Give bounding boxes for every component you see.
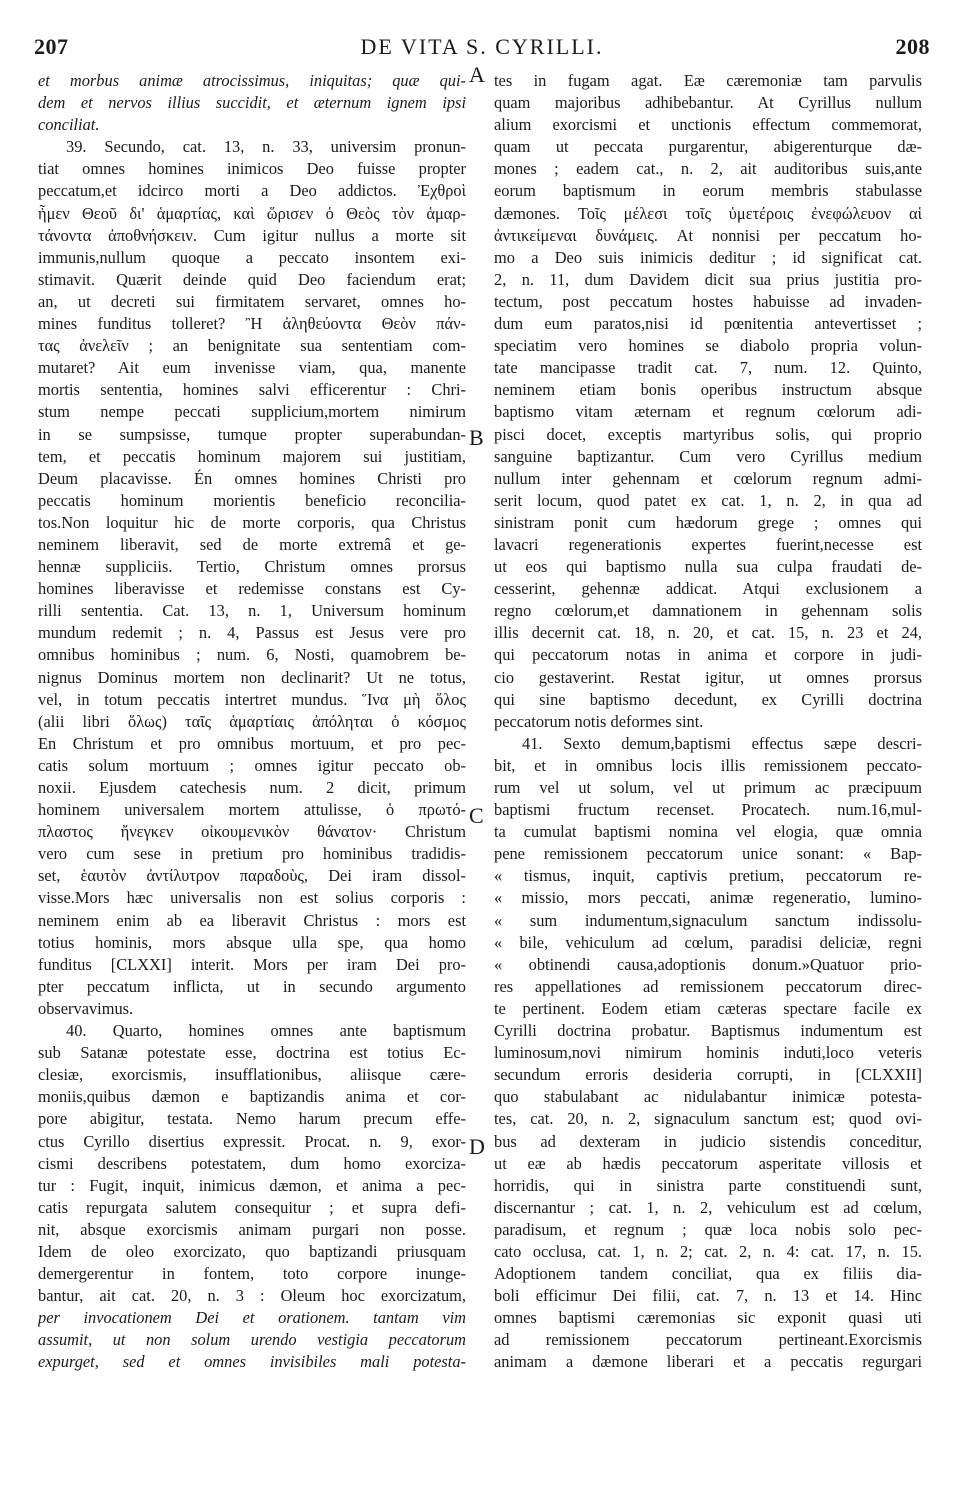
text-line: set, ἑαυτὸν ἀντίλυτρον παραδοὺς, Dei iram dissol- — [38, 866, 466, 886]
text-line: expurget, sed et omnes invisibiles mali potesta- — [38, 1352, 466, 1372]
text-line: mones ; eadem cat., n. 2, ait auditoribus suis,ante — [494, 159, 922, 179]
text-line: tate mancipasse tradit cat. 7, num. 12. Quinto, — [494, 358, 922, 378]
text-line: quo stabulabant ac nidulabantur inimicæ potesta- — [494, 1087, 922, 1107]
text-line: qui peccatorum notas in anima et corpore in judi- — [494, 645, 922, 665]
text-line: mines funditus tolleret? Ἢ ἀληθεύοντα Θεὸν πάν- — [38, 314, 466, 334]
text-line: dum eum paratos,nisi id pœnitentia antevertisset ; — [494, 314, 922, 334]
text-line: hominem universalem mortem attulisse, ὁ πρωτό- — [38, 800, 466, 820]
text-line: discernantur ; cat. 1, n. 2, vehiculum est ad cœlum, — [494, 1197, 922, 1217]
text-line: mundum redemit ; n. 4, Passus est Jesus vere pro — [38, 623, 466, 643]
text-line: pore abigitur, testata. Nemo harum precum effe- — [38, 1109, 466, 1129]
text-line: 40. Quarto, homines omnes ante baptismum — [66, 1021, 466, 1041]
text-line: En Christum et pro omnibus mortuum, et pro pec- — [38, 733, 466, 753]
text-line: « missio, mors peccati, animæ regeneratio, lumino- — [494, 888, 922, 908]
text-line: demergerentur in fontem, toto corpore inunge- — [38, 1264, 466, 1284]
text-line: ἦμεν Θεοῦ δι' ἁμαρτίας, καὶ ὥρισεν ὁ Θεὸς τὸν ἁμαρ- — [38, 203, 466, 223]
text-line: illis decernit cat. 18, n. 20, et cat. 15, n. 23 et 24, — [494, 623, 922, 643]
text-line: per invocationem Dei et orationem. tantam vim — [38, 1308, 466, 1328]
text-line: tiat omnes homines inimicos Deo fuisse propter — [38, 159, 466, 179]
text-line: quam majoribus adhibebantur. At Cyrillus nullum — [494, 93, 922, 113]
text-line: ad remissionem peccatorum pertineant.Exorcismis — [494, 1330, 922, 1350]
text-line: catis repurgata salutem consequitur ; et supra defi- — [38, 1197, 466, 1217]
text-line: hennæ suppliciis. Tertio, Christum omnes prorsus — [38, 557, 466, 577]
text-line: « bile, vehiculum ad cœlum, paradisi deliciæ, regni — [494, 932, 922, 952]
text-line: catis solum mortuum ; omnes igitur peccato ob- — [38, 755, 466, 775]
text-line: observavimus. — [38, 998, 134, 1018]
text-line: horridis, qui in sinistra parte constituendi sunt, — [494, 1175, 922, 1195]
text-line: « obtinendi causa,adoptionis donum.»Quatuor prio- — [494, 954, 922, 974]
text-line: 39. Secundo, cat. 13, n. 33, universim pronun- — [66, 137, 466, 157]
text-line: omnibus hominibus ; num. 6, Nosti, quamobrem be- — [38, 645, 466, 665]
text-line: quam ut peccata purgarentur, abigerenturque dæ- — [494, 137, 922, 157]
text-line: mutaret? Ait eum invenisse viam, qua, manente — [38, 358, 466, 378]
text-line: ut eæ ab hædis peccatorum asperitate villosis et — [494, 1153, 922, 1173]
text-line: clesiæ, exorcismis, insufflationibus, aliisque cære- — [38, 1065, 466, 1085]
text-line: neminem enim ab ea liberavit Christus : mors est — [38, 910, 466, 930]
text-line: animam a dæmone liberari et a peccatis regurgari — [494, 1352, 922, 1372]
margin-marker-c: C — [469, 803, 484, 828]
running-header — [34, 34, 930, 64]
text-line: cismi describens potestatem, dum homo exorciza- — [38, 1153, 466, 1173]
text-line: vero cum sese in pretium pro hominibus tradidis- — [38, 844, 466, 864]
text-line: neminem liberavit, sed de morte extremâ et ge- — [38, 534, 466, 554]
text-line: tes in fugam agat. Eæ cæremoniæ tam parvulis — [494, 71, 922, 90]
text-line: tes, cat. 20, n. 2, signaculum sanctum est; quod ovi- — [494, 1109, 922, 1129]
text-line: Deum placavisse. Én omnes homines Christi pro — [38, 468, 466, 488]
text-line: 2, n. 11, dum Davidem dicit sua prius justitia pro- — [494, 269, 922, 289]
text-line: homines liberavisse et redemisse constans est Cy- — [38, 579, 466, 599]
text-line: vel, in totum peccatis intertret mundus. Ἵνα μὴ ὅλος — [38, 689, 466, 709]
text-line: conciliat. — [38, 115, 100, 135]
text-line: cesserint, gehennæ addicat. Atqui exclusionem a — [494, 579, 922, 599]
text-line: stimavit. Quærit deinde quid Deo faciendum erat; — [38, 269, 466, 289]
text-line: Idem de oleo exorcizato, quo baptizandi priusquam — [38, 1241, 466, 1261]
text-line: τας ἀνελεῖν ; an benignitate sua sententiam com- — [38, 336, 466, 356]
text-line: rum vel ut solum, vel ut primum ac præcipuum — [494, 778, 922, 797]
text-line: πλαστος ἤνεγκεν οἰκουμενικὸν θάνατον· Christum — [38, 822, 466, 842]
text-line: Adoptionem tandem conciliat, qua ex filiis dia- — [494, 1264, 922, 1284]
page-number-left: 207 — [34, 34, 69, 59]
left-text-column — [38, 70, 466, 1374]
margin-marker-a: A — [469, 62, 485, 87]
text-line: omnes baptismi cæremonias sic exponit quasi uti — [494, 1308, 922, 1328]
text-line: immunis,nullum quoque a peccato insontem exi- — [38, 247, 466, 267]
running-title: DE VITA S. CYRILLI. — [360, 34, 604, 59]
text-line: res appellationes ad remissionem peccatorum direc- — [494, 976, 922, 996]
text-line: bit, et in omnibus locis illis remissionem peccato- — [494, 755, 922, 775]
text-line: assumit, ut non solum urendo vestigia peccatorum — [38, 1330, 466, 1350]
text-line: baptismo vitam æternam et regnum cœlorum adi- — [494, 402, 922, 422]
text-line: eorum baptismum in eorum membris stabulasse — [494, 181, 922, 201]
text-line: paradisum, et regnum ; quæ loca nobis solo pec- — [494, 1219, 922, 1239]
text-line: dæmones. Τοῖς μέλεσι τοῖς ὑμετέροις ἐνεφώλευον αἱ — [494, 203, 922, 223]
text-line: totius hominis, mors absque ulla spe, qua homo — [38, 932, 466, 952]
text-line: qui sine baptismo decedunt, ex Cyrilli doctrina — [494, 689, 922, 709]
margin-marker-d: D — [469, 1134, 485, 1159]
text-line: peccatum,et idcirco morti a Deo addictos. Ἐχθροὶ — [38, 181, 466, 201]
text-line: ἀντικείμεναι δυνάμεις. At nonnisi per peccatum ho- — [494, 225, 922, 245]
text-line: pter peccatum inflicta, ut in secundo argumento — [38, 976, 466, 996]
text-line: bantur, ait cat. 20, n. 3 : Oleum hoc exorcizatum, — [38, 1286, 466, 1306]
text-line: sinistram ponit cum hædorum grege ; omnes qui — [494, 512, 922, 532]
text-line: rilli sententia. Cat. 13, n. 1, Universum hominum — [38, 601, 466, 621]
text-line: 41. Sexto demum,baptismi effectus sæpe descri- — [522, 733, 922, 753]
text-line: speciatim vero homines se diabolo propria volun- — [494, 336, 922, 356]
text-line: funditus [CLXXI] interit. Mors per iram Dei pro- — [38, 954, 466, 974]
text-line: dem et nervos illius succidit, et æternum ignem ipsi — [38, 93, 466, 113]
text-line: « tismus, inquit, captivis pretium, peccatorum re- — [494, 866, 922, 886]
text-line: peccatorum notis deformes sint. — [494, 711, 704, 731]
text-line: pene remissionem peccatorum unice sonant: « Bap- — [494, 844, 922, 864]
margin-marker-b: B — [469, 425, 484, 450]
text-line: ctus Cyrillo disertius expressit. Procat. n. 9, exor- — [38, 1131, 466, 1151]
text-line: nit, absque exorcismis animam purgari non posse. — [38, 1219, 466, 1239]
text-line: pisci docet, exceptis martyribus solis, qui proprio — [494, 424, 922, 444]
text-line: bus ad dexteram in judicio sistendis conceditur, — [494, 1131, 922, 1151]
text-line: « sum indumentum,signaculum sanctum indissolu- — [494, 910, 922, 930]
text-line: cio gestaverint. Restat igitur, ut omnes prorsus — [494, 667, 922, 687]
text-line: luminosum,novi nimirum hominis induti,loco veteris — [494, 1043, 922, 1063]
text-line: et morbus animæ atrocissimus, iniquitas; quæ qui- — [38, 71, 466, 90]
text-line: an, ut decreti sui firmitatem servaret, omnes ho- — [38, 291, 466, 311]
text-line: (alii libri ὅλως) ταῖς ἁμαρτίαις ἀπόληται ὁ κόσμος — [38, 711, 466, 731]
text-line: lavacri regenerationis expertes fuerint,necesse est — [494, 534, 922, 554]
text-line: baptismi fructum recenset. Procatech. num.16,mul- — [494, 800, 922, 820]
text-line: mortis sententia, homines salvi efficerentur : Chri- — [38, 380, 466, 400]
text-line: alium exorcismi et unctionis effectum commemorat, — [494, 115, 922, 135]
text-line: nignus Dominus mortem non declinarit? Ut ne totus, — [38, 667, 466, 687]
text-line: tectum, post peccatum hostes habuisse ad invaden- — [494, 291, 922, 311]
text-line: noxii. Ejusdem catechesis num. 2 dicit, primum — [38, 778, 466, 797]
text-line: mo a Deo suis inimicis deditur ; id significat cat. — [494, 247, 922, 267]
text-line: neminem etiam bonis operibus instructum absque — [494, 380, 922, 400]
text-line: τάνοντα ἀποθνήσκειν. Cum igitur nullus a morte sit — [38, 225, 466, 245]
text-line: tem, et peccatis hominum majorem sui justitiam, — [38, 446, 466, 466]
text-line: boli efficimur Dei filii, cat. 7, n. 13 et 14. Hinc — [494, 1286, 922, 1306]
text-line: visse.Mors hæc universalis non est solius corporis : — [38, 888, 466, 908]
text-line: Cyrilli doctrina probatur. Baptismus indumentum est — [494, 1021, 922, 1041]
text-line: regno cœlorum,et damnationem in gehennam solis — [494, 601, 922, 621]
text-line: ut eos qui baptismo nulla sua culpa fraudati de- — [494, 557, 922, 577]
text-line: te pertinent. Eodem etiam cæteras spectare facile ex — [494, 998, 922, 1018]
text-line: serit locum, quod patet ex cat. 1, n. 2, in qua ad — [494, 490, 922, 510]
text-line: moniis,quibus dæmon e baptizandis anima et cor- — [38, 1087, 466, 1107]
text-line: sanguine baptizantur. Cum vero Cyrillus medium — [494, 446, 922, 466]
text-line: cato occlusa, cat. 1, n. 2; cat. 2, n. 4: cat. 17, n. 15. — [494, 1241, 922, 1261]
text-line: ta cumulat baptismi nomina vel elogia, quæ omnia — [494, 822, 922, 842]
text-line: peccatis hominum morientis beneficio reconcilia- — [38, 490, 466, 510]
page-number-right: 208 — [895, 34, 930, 59]
text-line: stum nempe peccati supplicium,mortem nimirum — [38, 402, 466, 422]
text-line: tos.Non loquitur hic de morte corporis, qua Christus — [38, 512, 466, 532]
text-line: nullum inter gehennam et cœlorum regnum admi- — [494, 468, 922, 488]
text-line: in se sumpsisse, tumque propter superabundan- — [38, 424, 466, 444]
text-line: sub Satanæ potestate esse, doctrina est totius Ec- — [38, 1043, 466, 1063]
text-line: tur : Fugit, inquit, inimicus dæmon, et anima a pec- — [38, 1175, 466, 1195]
text-line: secundum erroris desideria corrupti, in [CLXXII] — [494, 1065, 922, 1085]
right-text-column — [494, 70, 922, 1374]
